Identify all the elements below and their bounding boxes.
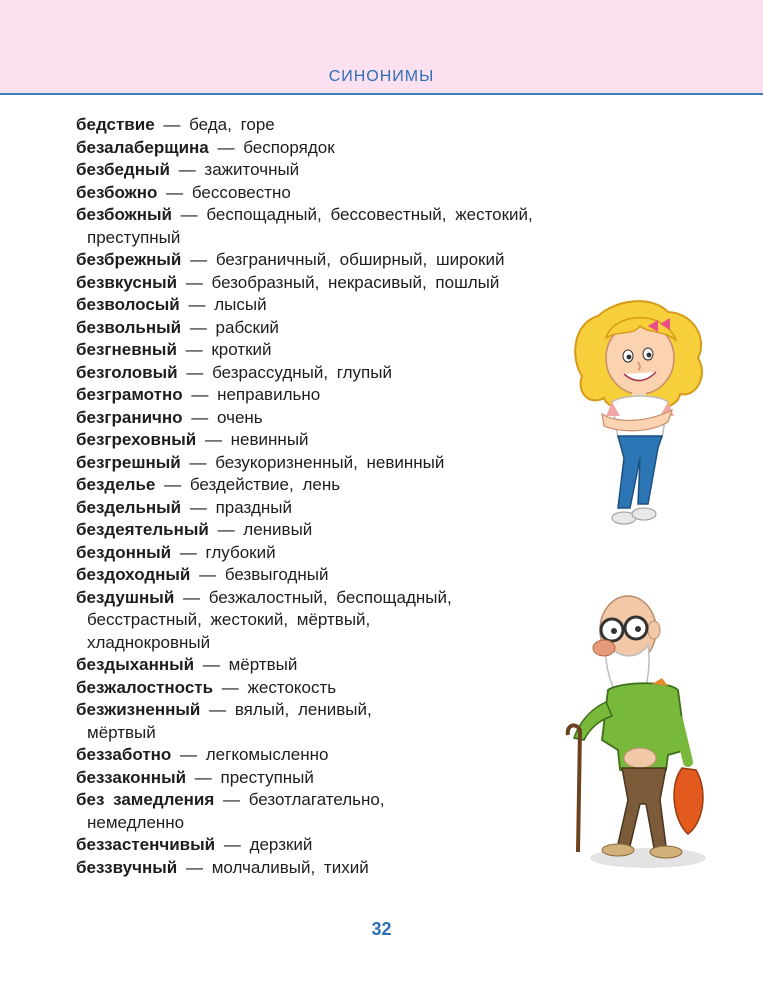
- dash: —: [181, 497, 216, 517]
- dash: —: [180, 452, 216, 472]
- term: безвольный: [76, 317, 182, 337]
- dash: —: [177, 272, 212, 292]
- synonyms: легкомысленно: [205, 745, 329, 764]
- dash: —: [208, 137, 244, 157]
- list-item: [76, 564, 636, 587]
- dash: —: [186, 767, 221, 787]
- dash: —: [213, 677, 248, 697]
- synonyms: мёртвый: [228, 655, 298, 674]
- synonyms: глубокий: [205, 542, 276, 562]
- dash: —: [208, 520, 244, 539]
- synonyms: дерзкий: [249, 835, 313, 854]
- term: безгрешный: [76, 452, 181, 472]
- synonyms: ленивый: [243, 520, 313, 539]
- dash: —: [215, 835, 250, 854]
- list-item: [76, 339, 636, 362]
- term: бездонный: [76, 542, 172, 562]
- synonyms: рабский: [215, 317, 279, 337]
- synonyms: беспорядок: [243, 137, 335, 157]
- term: беззаботно: [76, 745, 172, 764]
- term: без замедления: [76, 790, 215, 809]
- list-item: [76, 137, 636, 160]
- dash: —: [194, 655, 229, 674]
- list-item: [76, 249, 636, 272]
- list-item: [76, 362, 636, 385]
- dash: —: [196, 430, 231, 449]
- list-item-continuation: бесстрастный, жестокий, мёртвый,: [87, 610, 371, 629]
- synonyms: безжалостный, беспощадный,: [208, 587, 452, 607]
- term: безбожно: [76, 182, 158, 202]
- page-header: [0, 0, 763, 95]
- dash: —: [157, 182, 192, 202]
- synonyms: невинный: [230, 430, 309, 449]
- dash: —: [177, 362, 213, 382]
- dash: —: [171, 745, 206, 764]
- term: безжизненный: [76, 700, 201, 719]
- synonyms: бездействие, лень: [189, 475, 341, 494]
- dash: —: [214, 790, 249, 809]
- synonyms: лысый: [214, 295, 267, 314]
- synonyms: безвыгодный: [224, 565, 329, 584]
- list-item: [76, 542, 636, 565]
- list-item: [76, 114, 636, 137]
- list-item-continuation: мёртвый: [87, 722, 156, 742]
- list-item: [76, 452, 636, 475]
- term: безгранично: [76, 407, 183, 427]
- synonyms: праздный: [215, 497, 292, 517]
- term: бездельный: [76, 497, 182, 517]
- page-number: 32: [371, 919, 392, 939]
- dash: —: [177, 857, 212, 877]
- term: беззаконный: [76, 767, 187, 787]
- term: беззастенчивый: [76, 835, 216, 854]
- dash: —: [181, 317, 216, 337]
- term: бедствие: [76, 115, 155, 134]
- dash: —: [176, 340, 212, 359]
- list-item-continuation: хладнокровный: [87, 632, 211, 652]
- list-item: [76, 519, 636, 542]
- dash: —: [155, 475, 190, 494]
- synonyms: беспощадный, бессовестный, жестокий,: [206, 205, 533, 224]
- synonyms: жестокость: [247, 677, 337, 697]
- list-item: [76, 384, 636, 407]
- list-item: [76, 474, 636, 497]
- dash: —: [182, 385, 218, 404]
- dash: —: [154, 115, 190, 134]
- term: бездоходный: [76, 565, 191, 584]
- dash: —: [200, 700, 235, 719]
- synonyms: кроткий: [211, 340, 272, 359]
- girl-illustration-icon: [568, 298, 713, 534]
- list-item: [76, 317, 636, 340]
- term: бездушный: [76, 587, 175, 607]
- synonyms: безобразный, некрасивый, пошлый: [211, 272, 500, 292]
- dash: —: [169, 160, 205, 179]
- list-item: [76, 272, 636, 295]
- term: безбожный: [76, 205, 172, 224]
- list-item: [76, 407, 636, 430]
- synonyms: беда, горе: [189, 115, 275, 134]
- term: безграмотно: [76, 385, 183, 404]
- synonyms: безграничный, обширный, широкий: [215, 250, 505, 269]
- term: безвкусный: [76, 272, 178, 292]
- list-item-continuation: преступный: [87, 227, 181, 247]
- synonyms: неправильно: [217, 385, 321, 404]
- term: безбедный: [76, 160, 170, 179]
- synonyms: зажиточный: [204, 160, 300, 179]
- list-item: [76, 497, 636, 520]
- dash: —: [171, 205, 207, 224]
- synonyms: бессовестно: [191, 182, 291, 202]
- term: безжалостность: [76, 677, 214, 697]
- term: бездеятельный: [76, 520, 209, 539]
- list-item: [76, 294, 636, 317]
- synonyms: очень: [217, 407, 263, 427]
- term: безволосый: [76, 295, 180, 314]
- dash: —: [182, 407, 218, 427]
- old-man-illustration-icon: [548, 590, 710, 872]
- term: безделье: [76, 475, 156, 494]
- synonyms: преступный: [220, 767, 314, 787]
- term: беззвучный: [76, 857, 178, 877]
- dash: —: [181, 250, 216, 269]
- dash: —: [174, 587, 209, 607]
- synonyms: безукоризненный, невинный: [215, 452, 445, 472]
- page-title: синонимы: [328, 60, 435, 86]
- term: бездыханный: [76, 655, 195, 674]
- term: безалаберщина: [76, 137, 209, 157]
- list-item-continuation: немедленно: [87, 812, 185, 832]
- term: безгреховный: [76, 430, 197, 449]
- dash: —: [179, 295, 215, 314]
- list-item: [76, 429, 636, 452]
- synonyms: молчаливый, тихий: [211, 857, 369, 877]
- term: безгневный: [76, 340, 177, 359]
- synonyms: безрассудный, глупый: [212, 362, 392, 382]
- term: безголовый: [76, 362, 178, 382]
- list-item: [76, 204, 636, 227]
- list-item: [76, 159, 636, 182]
- dash: —: [171, 542, 206, 562]
- synonyms: безотлагательно,: [248, 790, 385, 809]
- term: безбрежный: [76, 250, 182, 269]
- list-item: [76, 182, 636, 205]
- dash: —: [190, 565, 225, 584]
- synonyms: вялый, ленивый,: [234, 700, 372, 719]
